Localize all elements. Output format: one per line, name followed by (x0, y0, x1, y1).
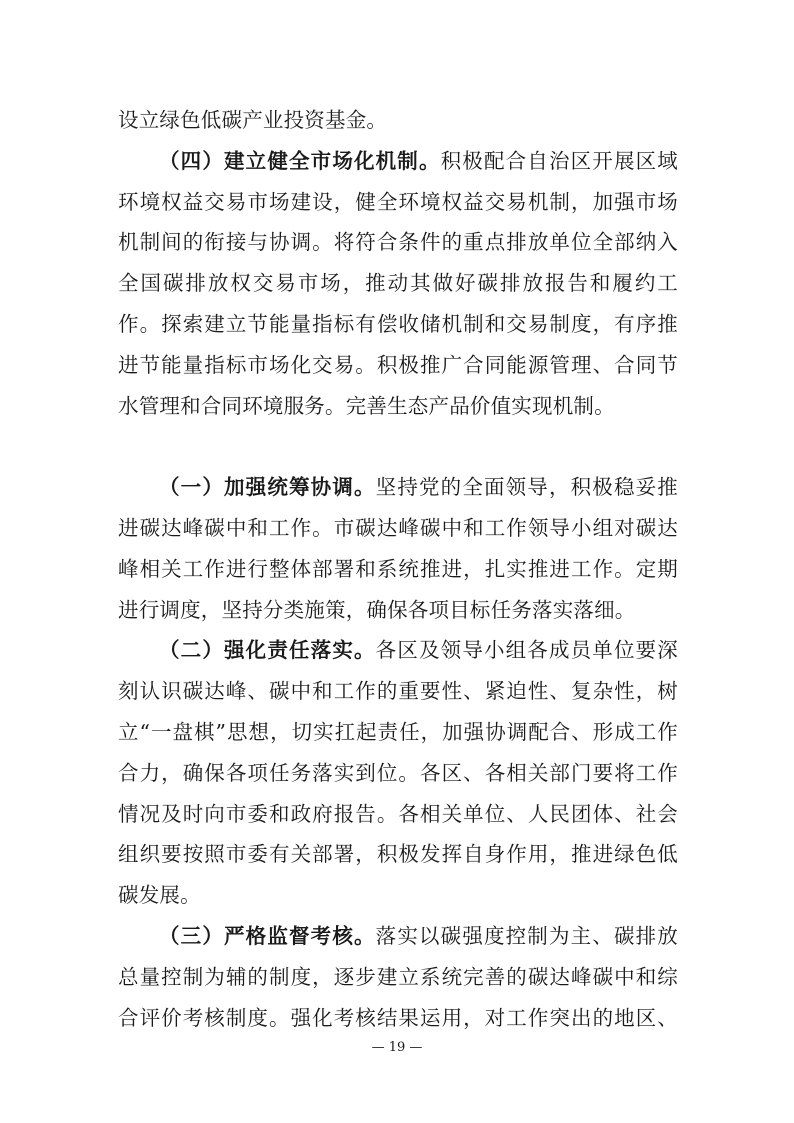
text-line (118, 467, 678, 508)
text-line: 情况及时向市委和政府报告。各相关单位、人民团体、社会 (118, 801, 678, 826)
text-line: 全国碳排放权交易市场，推动其做好碳排放报告和履约工 (118, 271, 678, 296)
section-heading (118, 426, 678, 467)
paragraph-text: 各区及领导小组各成员单位要深 (375, 638, 678, 663)
paragraph-text: 积极配合自治区开展区域 (440, 148, 678, 173)
text-line: 作。探索建立节能量指标有偿收储机制和交易制度，有序推 (118, 311, 678, 336)
text-line (118, 916, 678, 957)
text-line: 立“一盘棋”思想，切实扛起责任，加强协调配合、形成工作 (118, 719, 678, 744)
text-line: 环境权益交易市场建设，健全环境权益交易机制，加强市场 (118, 189, 678, 214)
text-line (118, 630, 678, 671)
subsection-heading: （二）强化责任落实。 (159, 638, 376, 663)
document-body (118, 100, 678, 1038)
text-line (118, 100, 678, 141)
subsection-heading: （三）严格监督考核。 (159, 923, 376, 948)
text-line: 刻认识碳达峰、碳中和工作的重要性、紧迫性、复杂性，树 (118, 679, 678, 704)
text-line: 碳发展。 (118, 883, 201, 908)
text-line: 组织要按照市委有关部署，积极发挥自身作用，推进绿色低 (118, 842, 678, 867)
text-line: 进行调度，坚持分类施策，确保各项目标任务落实落细。 (118, 597, 636, 622)
text-line: 合力，确保各项任务落实到位。各区、各相关部门要将工作 (118, 760, 678, 785)
text-line: 总量控制为辅的制度，逐步建立系统完善的碳达峰碳中和综 (118, 964, 678, 989)
text-line: 机制间的衔接与协调。将符合条件的重点排放单位全部纳入 (118, 230, 678, 255)
text-line (118, 141, 678, 182)
text-line: 合评价考核制度。强化考核结果运用，对工作突出的地区、 (118, 1005, 678, 1030)
text-line: 进节能量指标市场化交易。积极推广合同能源管理、合同节 (118, 352, 678, 377)
page-number: — 19 — (371, 1040, 423, 1055)
text-line: 峰相关工作进行整体部署和系统推进，扎实推进工作。定期 (118, 556, 678, 581)
paragraph-text: 坚持党的全面领导，积极稳妥推 (375, 475, 678, 500)
subsection-heading: （一）加强统筹协调。 (159, 475, 376, 500)
paragraph-text: 设立绿色低碳产业投资基金。 (118, 108, 388, 132)
text-line: 水管理和合同环境服务。完善生态产品价值实现机制。 (118, 393, 615, 418)
text-line: 进碳达峰碳中和工作。市碳达峰碳中和工作领导小组对碳达 (118, 515, 678, 540)
subsection-heading: （四）建立健全市场化机制。 (159, 148, 441, 173)
paragraph-text: 落实以碳强度控制为主、碳排放 (375, 923, 678, 948)
